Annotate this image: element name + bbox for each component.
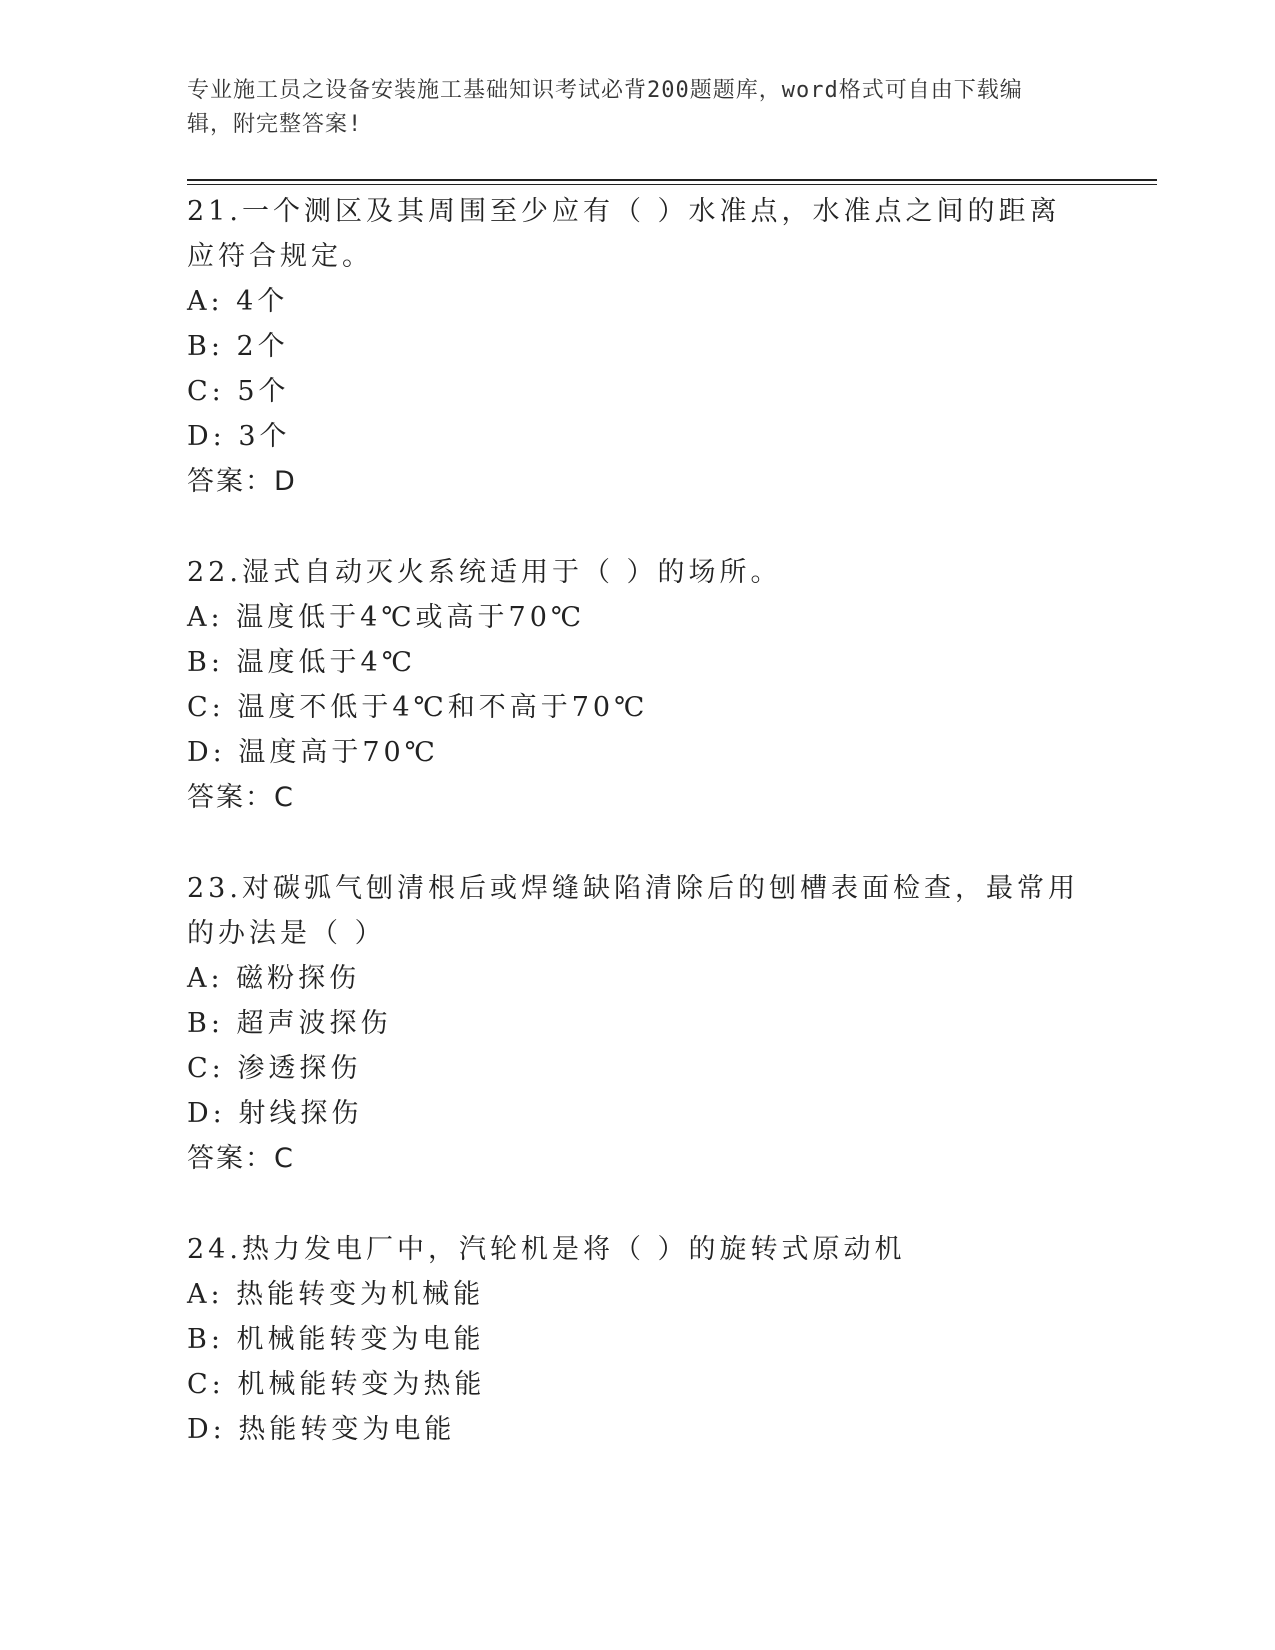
option-a: A: 温度低于4℃或高于70℃: [187, 602, 586, 633]
question-text: 24.热力发电厂中，汽轮机是将（ ）的旋转式原动机: [187, 1234, 906, 1265]
question-21: [187, 189, 1087, 504]
option-c: C: 5个: [187, 376, 290, 407]
option-a: A: 4个: [187, 286, 289, 317]
question-text: 22.湿式自动灭火系统适用于（ ）的场所。: [187, 557, 782, 588]
option-a: A: 热能转变为机械能: [187, 1279, 485, 1310]
question-22: [187, 550, 1087, 820]
answer: 答案：D: [187, 466, 297, 497]
option-c: C: 机械能转变为热能: [187, 1369, 486, 1400]
option-b: B: 温度低于4℃: [187, 647, 416, 678]
option-b: B: 超声波探伤: [187, 1008, 392, 1039]
option-b: B: 机械能转变为电能: [187, 1324, 485, 1355]
answer: 答案：C: [187, 782, 295, 813]
option-b: B: 2个: [187, 331, 289, 362]
option-d: D: 3个: [187, 421, 291, 452]
question-text: 21.一个测区及其周围至少应有（ ）水准点，水准点之间的距离应符合规定。: [187, 196, 1061, 272]
option-c: C: 渗透探伤: [187, 1053, 362, 1084]
answer: 答案：C: [187, 1143, 295, 1174]
option-d: D: 射线探伤: [187, 1098, 363, 1129]
question-list: [187, 189, 1087, 1498]
option-c: C: 温度不低于4℃和不高于70℃: [187, 692, 649, 723]
option-d: D: 热能转变为电能: [187, 1414, 456, 1445]
document-header: 专业施工员之设备安装施工基础知识考试必背200题题库，word格式可自由下载编辑，附完整答案!: [187, 78, 1023, 137]
option-a: A: 磁粉探伤: [187, 963, 361, 994]
option-d: D: 温度高于70℃: [187, 737, 439, 768]
question-text: 23.对碳弧气刨清根后或焊缝缺陷清除后的刨槽表面检查，最常用的办法是（ ）: [187, 873, 1079, 949]
question-24: [187, 1227, 1087, 1452]
header-divider-thin: [187, 184, 1157, 185]
question-23: [187, 866, 1087, 1181]
header-divider: [187, 179, 1157, 181]
